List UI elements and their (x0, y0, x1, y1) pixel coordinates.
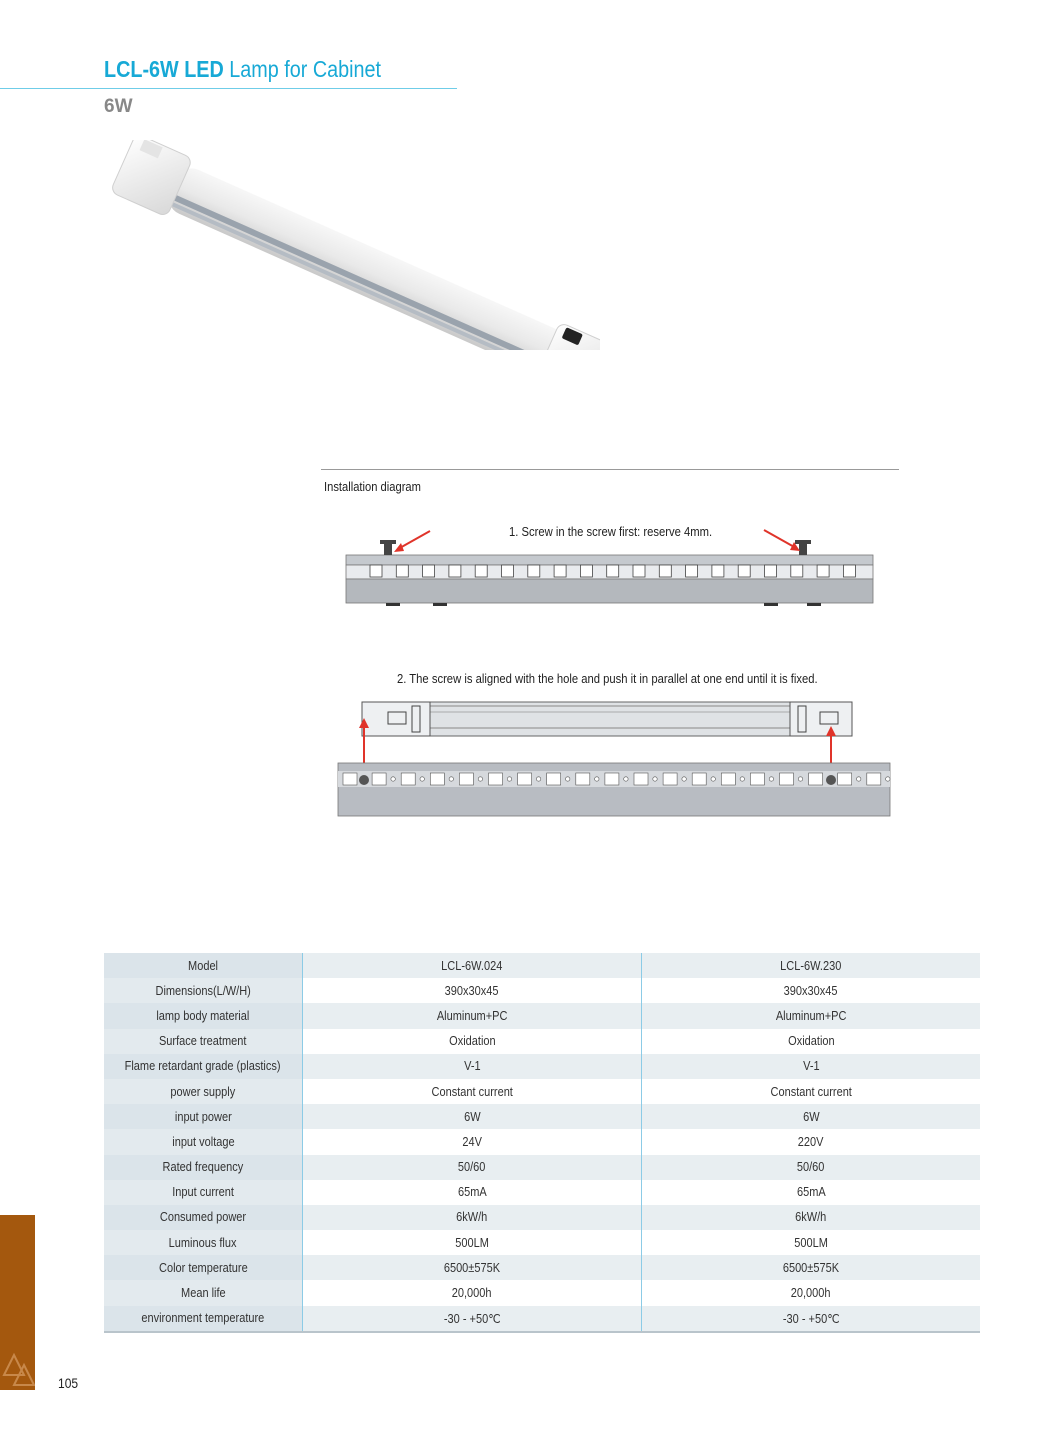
rail-pin-hole (769, 777, 773, 781)
rail-pin-hole (595, 777, 599, 781)
rail-pin-hole (711, 777, 715, 781)
spec-value-024-cell (303, 1054, 642, 1079)
spec-value-024-cell (303, 1079, 642, 1104)
rail-hole (738, 565, 750, 577)
spec-label: power supply (170, 1084, 236, 1099)
rail-pin-hole (478, 777, 482, 781)
spec-label-cell (104, 1205, 303, 1230)
spec-value-230-cell (642, 978, 981, 1003)
spec-table-body (104, 953, 980, 1332)
spec-row (104, 1104, 980, 1129)
spec-value-230: 65mA (796, 1185, 826, 1200)
rail-pin-hole (507, 777, 511, 781)
spec-value-230: 6kW/h (795, 1210, 827, 1225)
rail-pin-hole (391, 777, 395, 781)
page-title-model: LCL-6W LED (104, 56, 224, 82)
spec-label-cell (104, 953, 303, 978)
spec-row (104, 1255, 980, 1280)
rail-hole (750, 773, 764, 785)
rail-hole (370, 565, 382, 577)
spec-label-cell (104, 1129, 303, 1154)
spec-value-230-cell (642, 1155, 981, 1180)
rail-hole (838, 773, 852, 785)
spec-value-230: 390x30x45 (784, 983, 838, 998)
rail-hole (459, 773, 473, 785)
rail-pin-hole (740, 777, 744, 781)
spec-value-024: LCL-6W.024 (441, 958, 503, 973)
spec-label-cell (104, 1054, 303, 1079)
rail-hole (692, 773, 706, 785)
side-accent-bar (0, 1215, 35, 1390)
spec-value-024-cell (303, 1180, 642, 1205)
spec-value-230: Aluminum+PC (775, 1008, 847, 1023)
spec-label: Surface treatment (159, 1034, 247, 1049)
rail-hole (809, 773, 823, 785)
spec-label: Color temperature (158, 1260, 248, 1275)
spec-label-cell (104, 1230, 303, 1255)
spec-label-cell (104, 1104, 303, 1129)
spec-value-024: 6W (463, 1109, 481, 1124)
rail-pin-hole (857, 777, 861, 781)
spec-label-cell (104, 1003, 303, 1028)
rail-hole (372, 773, 386, 785)
spec-value-024-cell (303, 1029, 642, 1054)
rail-hole (423, 565, 435, 577)
spec-value-230-cell (642, 1054, 981, 1079)
rail-hole (780, 773, 794, 785)
spec-value-024-cell (303, 1306, 642, 1332)
rail-hole (430, 773, 444, 785)
rail-hole (605, 773, 619, 785)
rail-hole (528, 565, 540, 577)
rail-hole (633, 565, 645, 577)
rail-pin-hole (886, 777, 890, 781)
spec-value-024-cell (303, 1205, 642, 1230)
page-title-rest: Lamp for Cabinet (223, 56, 382, 82)
rail-hole (721, 773, 735, 785)
rail-hole (686, 565, 698, 577)
spec-value-024-cell (303, 1155, 642, 1180)
spec-value-230: LCL-6W.230 (780, 958, 842, 973)
rail-pin-hole (420, 777, 424, 781)
spec-value-230-cell (642, 1230, 981, 1255)
spec-value-024: 65mA (457, 1185, 487, 1200)
spec-value-230: Constant current (770, 1084, 852, 1099)
spec-row (104, 1129, 980, 1154)
spec-value-230: -30 - +50℃ (782, 1311, 840, 1326)
spec-table (104, 953, 980, 1333)
page-subtitle: 6W (104, 96, 133, 117)
spec-value-230-cell (642, 1255, 981, 1280)
spec-row (104, 978, 980, 1003)
spec-label: Model (188, 958, 218, 973)
spec-value-024: 500LM (455, 1235, 489, 1250)
spec-value-024: 6kW/h (456, 1210, 488, 1225)
spec-value-230-cell (642, 1205, 981, 1230)
rail-hole (580, 565, 592, 577)
spec-label: Consumed power (159, 1210, 247, 1225)
spec-row (104, 1079, 980, 1104)
spec-row (104, 953, 980, 978)
diagram-title: Installation diagram (324, 479, 421, 494)
spec-value-024-cell (303, 1280, 642, 1305)
rail-hole (867, 773, 881, 785)
spec-value-230: 6500±575K (782, 1260, 840, 1275)
spec-value-230: 500LM (794, 1235, 828, 1250)
rail-hole (343, 773, 357, 785)
spec-label-cell (104, 1306, 303, 1332)
spec-value-230: 20,000h (791, 1286, 831, 1301)
step-2-rail (338, 763, 890, 816)
rail-hole (843, 565, 855, 577)
spec-value-024: 50/60 (458, 1160, 486, 1175)
rail-hole (607, 565, 619, 577)
spec-label: Mean life (180, 1286, 226, 1301)
rail-hole (659, 565, 671, 577)
rail-hole (663, 773, 677, 785)
spec-value-230: 220V (798, 1134, 824, 1149)
spec-value-024: V-1 (463, 1059, 481, 1074)
spec-row (104, 1230, 980, 1255)
spec-label: input voltage (171, 1134, 235, 1149)
spec-label: environment temperature (141, 1311, 265, 1326)
spec-label-cell (104, 1255, 303, 1280)
rail-hole (765, 565, 777, 577)
page-number: 105 (58, 1375, 79, 1391)
spec-row (104, 1306, 980, 1332)
spec-value-024-cell (303, 1255, 642, 1280)
rail-hole (712, 565, 724, 577)
spec-value-230: 50/60 (797, 1160, 825, 1175)
step-1-rail (346, 530, 873, 606)
rail-hole (554, 565, 566, 577)
rail-hole (489, 773, 503, 785)
spec-row (104, 1054, 980, 1079)
spec-value-024: Oxidation (448, 1034, 496, 1049)
spec-label: Flame retardant grade (plastics) (125, 1059, 281, 1074)
spec-row (104, 1205, 980, 1230)
step-1-text: 1. Screw in the screw first: reserve 4mm. (509, 525, 713, 539)
rail-hole (502, 565, 514, 577)
spec-value-230-cell (642, 953, 981, 978)
spec-label: Luminous flux (169, 1235, 237, 1250)
spec-value-024-cell (303, 1129, 642, 1154)
spec-value-024: -30 - +50℃ (443, 1311, 501, 1326)
rail-hole (401, 773, 415, 785)
spec-value-230-cell (642, 1029, 981, 1054)
spec-label-cell (104, 1079, 303, 1104)
spec-value-024-cell (303, 1104, 642, 1129)
rail-hole (576, 773, 590, 785)
spec-label-cell (104, 1280, 303, 1305)
spec-row (104, 1029, 980, 1054)
spec-value-230-cell (642, 1180, 981, 1205)
step-2-lamp-profile (359, 702, 852, 772)
logo-pattern-icon (0, 1215, 35, 1390)
spec-value-024: Constant current (431, 1084, 513, 1099)
rail-hole (475, 565, 487, 577)
rail-pin-hole (653, 777, 657, 781)
spec-row (104, 1280, 980, 1305)
rail-pin-hole (624, 777, 628, 781)
spec-label: lamp body material (156, 1008, 250, 1023)
spec-value-230-cell (642, 1129, 981, 1154)
rail-pin-hole (449, 777, 453, 781)
spec-label-cell (104, 1155, 303, 1180)
spec-value-024: 390x30x45 (445, 983, 499, 998)
spec-label: input power (174, 1109, 232, 1124)
spec-value-024: 24V (462, 1134, 482, 1149)
spec-value-230: Oxidation (787, 1034, 835, 1049)
step-2-text: 2. The screw is aligned with the hole and push it in parallel at one end until it is fixed. (397, 672, 818, 686)
rail-pin-hole (682, 777, 686, 781)
spec-value-230: 6W (802, 1109, 820, 1124)
rail-hole (791, 565, 803, 577)
rail-pin-hole (566, 777, 570, 781)
spec-value-024: 6500±575K (443, 1260, 501, 1275)
spec-row (104, 1003, 980, 1028)
spec-value-230: V-1 (802, 1059, 820, 1074)
rail-hole (634, 773, 648, 785)
spec-value-230-cell (642, 1104, 981, 1129)
spec-value-024-cell (303, 978, 642, 1003)
spec-label-cell (104, 978, 303, 1003)
spec-value-230-cell (642, 1280, 981, 1305)
spec-value-230-cell (642, 1306, 981, 1332)
spec-label: Input current (172, 1185, 234, 1200)
rail-hole (547, 773, 561, 785)
rail-pin-hole (536, 777, 540, 781)
spec-label-cell (104, 1029, 303, 1054)
spec-row (104, 1155, 980, 1180)
rail-hole (518, 773, 532, 785)
spec-label: Dimensions(L/W/H) (155, 983, 251, 998)
spec-label: Rated frequency (162, 1160, 244, 1175)
rail-pin-hole (798, 777, 802, 781)
spec-value-230-cell (642, 1079, 981, 1104)
spec-value-024: Aluminum+PC (436, 1008, 508, 1023)
spec-value-024-cell (303, 1003, 642, 1028)
rail-hole (449, 565, 461, 577)
spec-value-024-cell (303, 1230, 642, 1255)
rail-hole (817, 565, 829, 577)
spec-value-024-cell (303, 953, 642, 978)
rail-hole (396, 565, 408, 577)
spec-row (104, 1180, 980, 1205)
spec-label-cell (104, 1180, 303, 1205)
spec-value-230-cell (642, 1003, 981, 1028)
spec-value-024: 20,000h (452, 1286, 492, 1301)
